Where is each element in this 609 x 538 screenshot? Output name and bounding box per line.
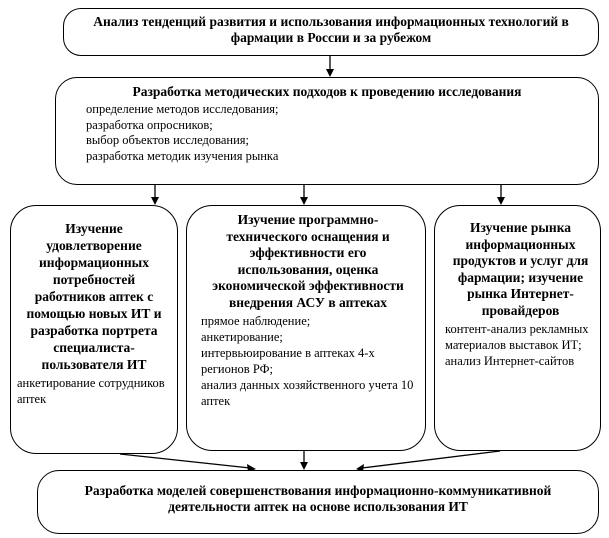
arrow-users-to-bottom xyxy=(120,454,250,468)
analysis-box xyxy=(63,8,599,56)
market-box xyxy=(434,205,601,451)
market-title: Изучение рынка информационных продуктов и услуг для фармации; изучение рынка Интернет-провайдеров xyxy=(452,220,589,318)
software-title: Изучение программно-технического оснащения и эффективности его использования, оценка экономической эффективности внедрения АСУ в аптеках xyxy=(212,212,404,310)
methodology-item: разработка методик изучения рынка xyxy=(86,148,279,163)
methodology-item: выбор объектов исследования; xyxy=(86,133,249,147)
software-items xyxy=(201,313,415,409)
market-item: анализ Интернет-сайтов xyxy=(445,354,575,368)
users-needs-title: Изучение удовлетворение информационных потребностей работников аптек с помощью новых ИТ и разработка портрета специалиста-пользователя ИТ xyxy=(26,221,162,372)
methodology-item: разработка опросников; xyxy=(86,117,213,132)
arrowhead-methodology-to-software xyxy=(300,197,308,205)
methodology-items xyxy=(86,102,588,164)
software-item: анкетирование; xyxy=(201,330,283,344)
methodology-box xyxy=(55,77,599,185)
arrowhead-software-to-bottom xyxy=(300,462,308,470)
models-title: Разработка моделей совершенствования информационно-коммуникативной деятельности аптек на основе использования ИТ xyxy=(84,483,552,514)
users-needs-items xyxy=(17,375,171,407)
analysis-title: Анализ тенденций развития и использования информационных технологий в фармации в России и за рубежом xyxy=(93,14,569,45)
arrowhead-top-to-methodology xyxy=(326,69,334,77)
models-box xyxy=(37,470,599,534)
users-needs-item: анкетирование сотрудников аптек xyxy=(17,376,165,406)
software-item: прямое наблюдение; xyxy=(201,314,311,328)
market-items xyxy=(445,321,596,369)
arrow-market-to-bottom xyxy=(362,451,500,468)
methodology-title: Разработка методических подходов к проведению исследования xyxy=(132,84,522,99)
users-needs-box xyxy=(10,205,178,454)
software-item: анализ данных хозяйственного учета 10 аптек xyxy=(201,378,414,408)
methodology-item: определение методов исследования; xyxy=(86,102,279,116)
software-item: интервьюирование в аптеках 4-х регионов РФ; xyxy=(201,346,375,376)
arrowhead-methodology-to-users xyxy=(151,197,159,205)
software-box xyxy=(186,205,426,451)
arrowhead-methodology-to-market xyxy=(497,197,505,205)
market-item: контент-анализ рекламных материалов выставок ИТ; xyxy=(445,322,589,352)
